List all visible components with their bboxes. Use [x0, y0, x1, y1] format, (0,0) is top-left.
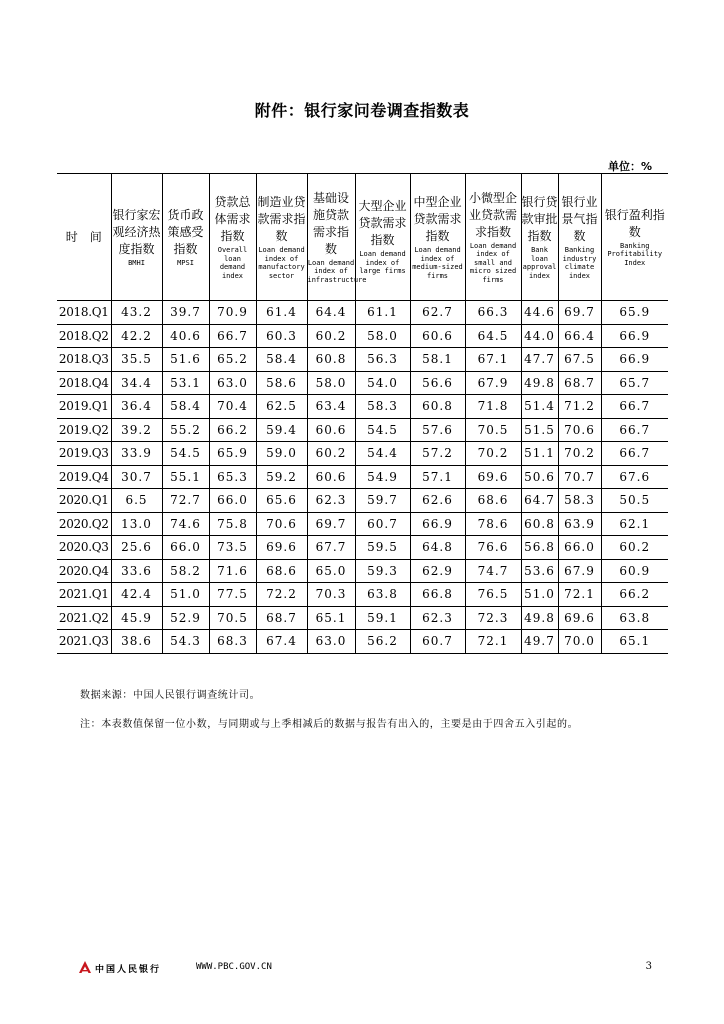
value-cell: 39.7	[162, 301, 209, 325]
value-cell: 72.1	[465, 630, 521, 654]
value-cell: 62.9	[410, 559, 465, 583]
period-cell: 2019.Q1	[57, 395, 111, 419]
value-cell: 51.4	[521, 395, 558, 419]
value-cell: 45.9	[111, 606, 162, 630]
value-cell: 62.1	[601, 512, 668, 536]
value-cell: 58.2	[162, 559, 209, 583]
page-title: 附件：银行家问卷调查指数表	[254, 101, 470, 120]
value-cell: 42.4	[111, 583, 162, 607]
value-cell: 58.3	[558, 489, 601, 513]
value-cell: 72.3	[465, 606, 521, 630]
rounding-note: 注：本表数值保留一位小数，与同期或与上季相减后的数据与报告有出入的，主要是由于四舍五入引起的。	[80, 719, 579, 730]
value-cell: 63.9	[558, 512, 601, 536]
value-cell: 77.5	[209, 583, 256, 607]
value-cell: 67.4	[256, 630, 307, 654]
unit-label: 单位：%	[607, 160, 652, 173]
table-row	[57, 301, 668, 325]
value-cell: 70.9	[209, 301, 256, 325]
table-row	[57, 348, 668, 372]
value-cell: 67.6	[601, 465, 668, 489]
value-cell: 67.1	[465, 348, 521, 372]
value-cell: 76.6	[465, 536, 521, 560]
value-cell: 68.7	[256, 606, 307, 630]
value-cell: 60.6	[307, 465, 355, 489]
value-cell: 65.9	[601, 301, 668, 325]
value-cell: 66.7	[601, 418, 668, 442]
table-row	[57, 324, 668, 348]
value-cell: 60.8	[521, 512, 558, 536]
value-cell: 66.0	[209, 489, 256, 513]
value-cell: 70.6	[256, 512, 307, 536]
value-cell: 66.0	[558, 536, 601, 560]
value-cell: 54.0	[355, 371, 410, 395]
value-cell: 65.2	[209, 348, 256, 372]
value-cell: 54.5	[162, 442, 209, 466]
value-cell: 66.2	[209, 418, 256, 442]
value-cell: 59.0	[256, 442, 307, 466]
value-cell: 64.8	[410, 536, 465, 560]
value-cell: 65.6	[256, 489, 307, 513]
value-cell: 66.4	[558, 324, 601, 348]
value-cell: 59.3	[355, 559, 410, 583]
value-cell: 56.3	[355, 348, 410, 372]
period-cell: 2020.Q3	[57, 536, 111, 560]
value-cell: 54.5	[355, 418, 410, 442]
value-cell: 65.1	[601, 630, 668, 654]
value-cell: 66.9	[601, 324, 668, 348]
value-cell: 53.1	[162, 371, 209, 395]
value-cell: 76.5	[465, 583, 521, 607]
value-cell: 69.7	[558, 301, 601, 325]
value-cell: 60.3	[256, 324, 307, 348]
value-cell: 62.5	[256, 395, 307, 419]
value-cell: 43.2	[111, 301, 162, 325]
value-cell: 63.8	[355, 583, 410, 607]
value-cell: 39.2	[111, 418, 162, 442]
value-cell: 59.5	[355, 536, 410, 560]
value-cell: 56.6	[410, 371, 465, 395]
header-small-micro-firms: 小微型企业贷款需求指数 Loan demand index of small and micro sized firms	[465, 174, 521, 301]
value-cell: 71.6	[209, 559, 256, 583]
value-cell: 49.8	[521, 371, 558, 395]
header-period: 时 间	[57, 174, 111, 301]
table-row	[57, 630, 668, 654]
value-cell: 75.8	[209, 512, 256, 536]
value-cell: 63.0	[307, 630, 355, 654]
table-row	[57, 395, 668, 419]
value-cell: 68.6	[256, 559, 307, 583]
table-row	[57, 583, 668, 607]
table-row	[57, 512, 668, 536]
value-cell: 72.2	[256, 583, 307, 607]
value-cell: 38.6	[111, 630, 162, 654]
value-cell: 62.7	[410, 301, 465, 325]
value-cell: 51.1	[521, 442, 558, 466]
value-cell: 63.8	[601, 606, 668, 630]
value-cell: 60.7	[355, 512, 410, 536]
value-cell: 53.6	[521, 559, 558, 583]
period-cell: 2020.Q4	[57, 559, 111, 583]
value-cell: 60.6	[410, 324, 465, 348]
period-cell: 2020.Q1	[57, 489, 111, 513]
value-cell: 51.5	[521, 418, 558, 442]
value-cell: 67.7	[307, 536, 355, 560]
value-cell: 74.7	[465, 559, 521, 583]
value-cell: 66.3	[465, 301, 521, 325]
value-cell: 64.4	[307, 301, 355, 325]
page-number: 3	[645, 961, 652, 972]
value-cell: 49.8	[521, 606, 558, 630]
data-source-note: 数据来源：中国人民银行调查统计司。	[80, 690, 261, 701]
value-cell: 33.6	[111, 559, 162, 583]
header-manufacturing: 制造业贷款需求指数 Loan demand index of manufactory sector	[256, 174, 307, 301]
header-mpsi: 货币政策感受指数 MPSI	[162, 174, 209, 301]
value-cell: 44.0	[521, 324, 558, 348]
value-cell: 51.0	[521, 583, 558, 607]
value-cell: 65.9	[209, 442, 256, 466]
period-cell: 2018.Q3	[57, 348, 111, 372]
value-cell: 70.5	[465, 418, 521, 442]
value-cell: 70.2	[465, 442, 521, 466]
table-row	[57, 371, 668, 395]
value-cell: 62.3	[307, 489, 355, 513]
value-cell: 66.7	[601, 442, 668, 466]
value-cell: 72.1	[558, 583, 601, 607]
value-cell: 70.4	[209, 395, 256, 419]
value-cell: 61.1	[355, 301, 410, 325]
header-loan-approval: 银行贷款审批指数 Bank loan approval index	[521, 174, 558, 301]
value-cell: 70.2	[558, 442, 601, 466]
table-row	[57, 606, 668, 630]
value-cell: 70.5	[209, 606, 256, 630]
header-medium-firms: 中型企业贷款需求指数 Loan demand index of medium-sized firms	[410, 174, 465, 301]
header-large-firms: 大型企业贷款需求指数 Loan demand index of large firms	[355, 174, 410, 301]
value-cell: 72.7	[162, 489, 209, 513]
value-cell: 70.7	[558, 465, 601, 489]
value-cell: 63.4	[307, 395, 355, 419]
footer-website: WWW.PBC.GOV.CN	[196, 962, 272, 972]
value-cell: 69.6	[465, 465, 521, 489]
value-cell: 50.6	[521, 465, 558, 489]
value-cell: 63.0	[209, 371, 256, 395]
value-cell: 57.2	[410, 442, 465, 466]
value-cell: 36.4	[111, 395, 162, 419]
period-cell: 2018.Q4	[57, 371, 111, 395]
value-cell: 34.4	[111, 371, 162, 395]
value-cell: 40.6	[162, 324, 209, 348]
period-cell: 2018.Q1	[57, 301, 111, 325]
value-cell: 54.3	[162, 630, 209, 654]
value-cell: 60.9	[601, 559, 668, 583]
value-cell: 6.5	[111, 489, 162, 513]
value-cell: 68.7	[558, 371, 601, 395]
value-cell: 60.2	[307, 324, 355, 348]
value-cell: 55.1	[162, 465, 209, 489]
table-row	[57, 442, 668, 466]
header-profitability: 银行盈利指数 Banking Profitability Index	[601, 174, 668, 301]
value-cell: 66.9	[601, 348, 668, 372]
table-row	[57, 536, 668, 560]
value-cell: 57.6	[410, 418, 465, 442]
value-cell: 67.5	[558, 348, 601, 372]
period-cell: 2021.Q1	[57, 583, 111, 607]
value-cell: 60.6	[307, 418, 355, 442]
value-cell: 60.8	[410, 395, 465, 419]
value-cell: 67.9	[465, 371, 521, 395]
value-cell: 54.9	[355, 465, 410, 489]
header-industry-climate: 银行业景气指数 Banking industry climate index	[558, 174, 601, 301]
table-row	[57, 418, 668, 442]
value-cell: 60.2	[601, 536, 668, 560]
value-cell: 66.0	[162, 536, 209, 560]
value-cell: 47.7	[521, 348, 558, 372]
value-cell: 65.3	[209, 465, 256, 489]
value-cell: 64.5	[465, 324, 521, 348]
header-infrastructure: 基础设施贷款需求指数 Loan demand index of infrastructure	[307, 174, 355, 301]
table-row	[57, 559, 668, 583]
index-table	[57, 173, 668, 654]
value-cell: 65.7	[601, 371, 668, 395]
value-cell: 70.6	[558, 418, 601, 442]
period-cell: 2020.Q2	[57, 512, 111, 536]
value-cell: 62.6	[410, 489, 465, 513]
value-cell: 66.8	[410, 583, 465, 607]
value-cell: 56.2	[355, 630, 410, 654]
value-cell: 35.5	[111, 348, 162, 372]
period-cell: 2019.Q2	[57, 418, 111, 442]
page-footer	[78, 960, 652, 976]
value-cell: 61.4	[256, 301, 307, 325]
value-cell: 13.0	[111, 512, 162, 536]
value-cell: 59.7	[355, 489, 410, 513]
value-cell: 30.7	[111, 465, 162, 489]
value-cell: 25.6	[111, 536, 162, 560]
value-cell: 68.6	[465, 489, 521, 513]
value-cell: 66.7	[601, 395, 668, 419]
value-cell: 69.6	[256, 536, 307, 560]
value-cell: 60.7	[410, 630, 465, 654]
value-cell: 65.1	[307, 606, 355, 630]
table-row	[57, 465, 668, 489]
value-cell: 70.0	[558, 630, 601, 654]
value-cell: 55.2	[162, 418, 209, 442]
period-cell: 2021.Q3	[57, 630, 111, 654]
header-overall-loan: 贷款总体需求指数 Overall loan demand index	[209, 174, 256, 301]
value-cell: 64.7	[521, 489, 558, 513]
value-cell: 42.2	[111, 324, 162, 348]
value-cell: 58.4	[162, 395, 209, 419]
value-cell: 52.9	[162, 606, 209, 630]
value-cell: 71.2	[558, 395, 601, 419]
table-body	[57, 301, 668, 654]
value-cell: 59.2	[256, 465, 307, 489]
value-cell: 58.6	[256, 371, 307, 395]
value-cell: 60.8	[307, 348, 355, 372]
value-cell: 68.3	[209, 630, 256, 654]
value-cell: 58.1	[410, 348, 465, 372]
value-cell: 58.3	[355, 395, 410, 419]
value-cell: 56.8	[521, 536, 558, 560]
value-cell: 71.8	[465, 395, 521, 419]
value-cell: 59.4	[256, 418, 307, 442]
value-cell: 51.6	[162, 348, 209, 372]
period-cell: 2018.Q2	[57, 324, 111, 348]
value-cell: 65.0	[307, 559, 355, 583]
period-cell: 2019.Q4	[57, 465, 111, 489]
header-bmhi: 银行家宏观经济热度指数 BMHI	[111, 174, 162, 301]
table-row	[57, 489, 668, 513]
value-cell: 69.6	[558, 606, 601, 630]
value-cell: 66.2	[601, 583, 668, 607]
period-cell: 2021.Q2	[57, 606, 111, 630]
value-cell: 33.9	[111, 442, 162, 466]
value-cell: 58.4	[256, 348, 307, 372]
value-cell: 57.1	[410, 465, 465, 489]
value-cell: 58.0	[355, 324, 410, 348]
footer-org-name: 中国人民银行	[95, 965, 162, 975]
value-cell: 60.2	[307, 442, 355, 466]
value-cell: 66.7	[209, 324, 256, 348]
value-cell: 50.5	[601, 489, 668, 513]
value-cell: 49.7	[521, 630, 558, 654]
value-cell: 66.9	[410, 512, 465, 536]
value-cell: 62.3	[410, 606, 465, 630]
value-cell: 54.4	[355, 442, 410, 466]
value-cell: 59.1	[355, 606, 410, 630]
value-cell: 69.7	[307, 512, 355, 536]
pbc-logo-icon	[78, 961, 92, 974]
value-cell: 78.6	[465, 512, 521, 536]
value-cell: 74.6	[162, 512, 209, 536]
period-cell: 2019.Q3	[57, 442, 111, 466]
value-cell: 58.0	[307, 371, 355, 395]
value-cell: 67.9	[558, 559, 601, 583]
value-cell: 73.5	[209, 536, 256, 560]
value-cell: 51.0	[162, 583, 209, 607]
value-cell: 70.3	[307, 583, 355, 607]
table-header-row	[57, 174, 668, 301]
value-cell: 44.6	[521, 301, 558, 325]
